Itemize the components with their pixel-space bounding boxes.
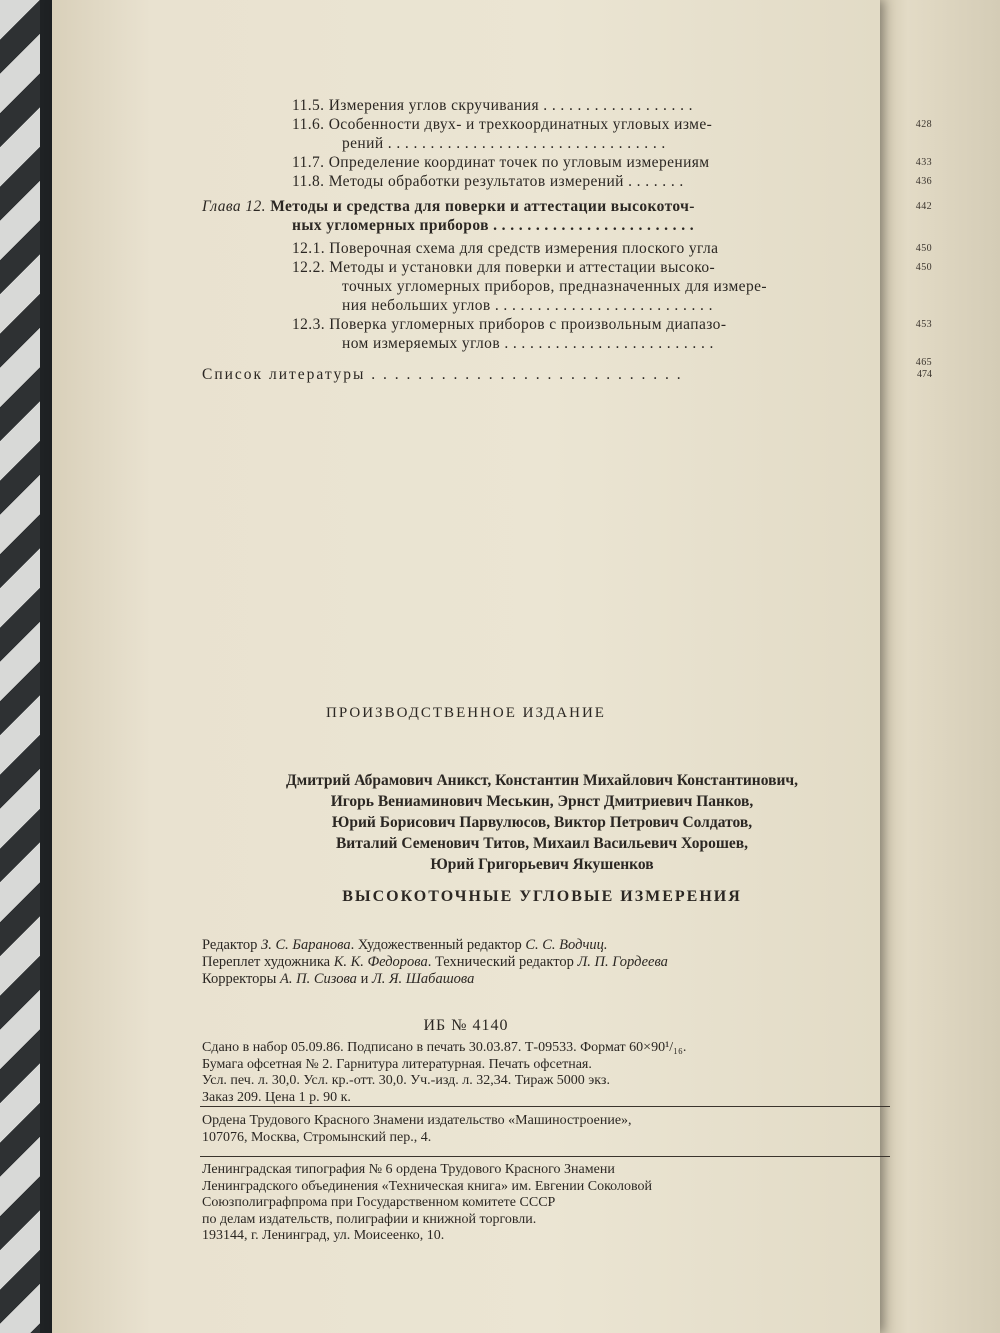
imprint-technical [202, 1040, 902, 1106]
credits-line: Редактор З. С. Баранова. Художественный редактор С. С. Водчиц. [202, 937, 608, 953]
imprint-line: Бумага офсетная № 2. Гарнитура литературная. Печать офсетная. [202, 1056, 592, 1072]
toc-line: ном измеряемых углов . . . . . . . . . . . . . . . . . . . . . . . . . [342, 335, 714, 352]
toc-line: 11.7. Определение координат точек по угловым измерениям 433 [292, 154, 932, 171]
toc-page-number: 428 [915, 119, 932, 130]
printer-line: Ленинградская типография № 6 ордена Трудового Красного Знамени [202, 1162, 615, 1177]
authors-list [232, 770, 852, 875]
toc-line: ния небольших углов . . . . . . . . . . . . . . . . . . . . . . . . . . [342, 297, 713, 314]
toc-line [202, 353, 932, 368]
toc-page-number: 450 [915, 243, 932, 254]
printer-line: 193144, г. Ленинград, ул. Моисеенко, 10. [202, 1228, 445, 1243]
toc-page-number: 433 [915, 157, 932, 168]
toc-page-number: 465 [915, 357, 932, 368]
toc-line: рений . . . . . . . . . . . . . . . . . . . . . . . . . . . . . . . . . [342, 135, 666, 152]
toc-line: 12.1. Поверочная схема для средств измерения плоского угла 450 [292, 240, 932, 257]
toc-page-number: 474 [917, 369, 932, 380]
edition-label: ПРОИЗВОДСТВЕННОЕ ИЗДАНИЕ [326, 705, 606, 721]
book-page [52, 0, 932, 1333]
ib-number: ИБ № 4140 [423, 1017, 509, 1034]
toc-line: Список литературы . . . . . . . . . . . . . . . . . . . . . . . . . . . 474 [202, 366, 932, 383]
toc-page-number: 442 [915, 201, 932, 212]
author-line: Юрий Борисович Парвулюсов, Виктор Петрович Солдатов, [331, 814, 753, 831]
table-of-contents [202, 96, 932, 384]
toc-line: ных угломерных приборов . . . . . . . . . . . . . . . . . . . . . . . . [292, 217, 695, 234]
publisher-line: Ордена Трудового Красного Знамени издательство «Машиностроение», [202, 1113, 632, 1128]
toc-line: 12.3. Поверка угломерных приборов с произвольным диапазо- 453 [292, 316, 932, 333]
toc-line: 11.8. Методы обработки результатов измерений . . . . . . . 436 [292, 173, 932, 190]
author-line: Дмитрий Абрамович Аникст, Константин Михайлович Константинович, [285, 772, 799, 789]
printer-line: по делам издательств, полиграфии и книжной торговли. [202, 1211, 537, 1227]
publisher-line: 107076, Москва, Стромынский пер., 4. [202, 1129, 432, 1145]
divider-rule [200, 1106, 890, 1107]
credits-block [202, 937, 882, 988]
imprint-line: Заказ 209. Цена 1 р. 90 к. [202, 1089, 351, 1105]
printer-line: Ленинградского объединения «Техническая книга» им. Евгении Соколовой [202, 1178, 652, 1194]
imprint-line: Усл. печ. л. 30,0. Усл. кр.-отт. 30,0. Уч.-изд. л. 32,34. Тираж 5000 экз. [202, 1073, 610, 1088]
author-line: Виталий Семенович Титов, Михаил Васильевич Хорошев, [335, 835, 749, 852]
book-title: ВЫСОКОТОЧНЫЕ УГЛОВЫЕ ИЗМЕРЕНИЯ [342, 888, 742, 905]
toc-page-number: 450 [915, 262, 932, 273]
publisher-block [202, 1113, 882, 1146]
toc-line: 11.6. Особенности двух- и трехкоординатных угловых изме- 428 [292, 116, 932, 133]
imprint-line: Сдано в набор 05.09.86. Подписано в печать 30.03.87. Т-09533. Формат 60×90¹/₁₆. [202, 1040, 687, 1055]
toc-line: точных угломерных приборов, предназначенных для измере- [342, 278, 767, 295]
toc-chapter-line: Глава 12. Методы и средства для поверки и аттестации высокоточ- 442 [202, 198, 932, 215]
toc-page-number: 453 [915, 319, 932, 330]
credits-line: Корректоры А. П. Сизова и Л. Я. Шабашова [202, 971, 475, 987]
divider-rule [200, 1156, 890, 1157]
author-line: Игорь Вениаминович Меськин, Эрнст Дмитриевич Панков, [330, 793, 754, 810]
chapter-prefix: Глава 12. [202, 198, 266, 215]
toc-line: 11.5. Измерения углов скручивания . . . . . . . . . . . . . . . . . . [292, 97, 693, 114]
credits-line: Переплет художника К. К. Федорова. Технический редактор Л. П. Гордеева [202, 954, 668, 970]
printer-line: Союзполиграфпрома при Государственном комитете СССР [202, 1195, 556, 1210]
printer-block [202, 1162, 882, 1245]
author-line: Юрий Григорьевич Якушенков [430, 856, 654, 873]
toc-page-number: 436 [915, 176, 932, 187]
toc-line: 12.2. Методы и установки для поверки и аттестации высоко- 450 [292, 259, 932, 276]
